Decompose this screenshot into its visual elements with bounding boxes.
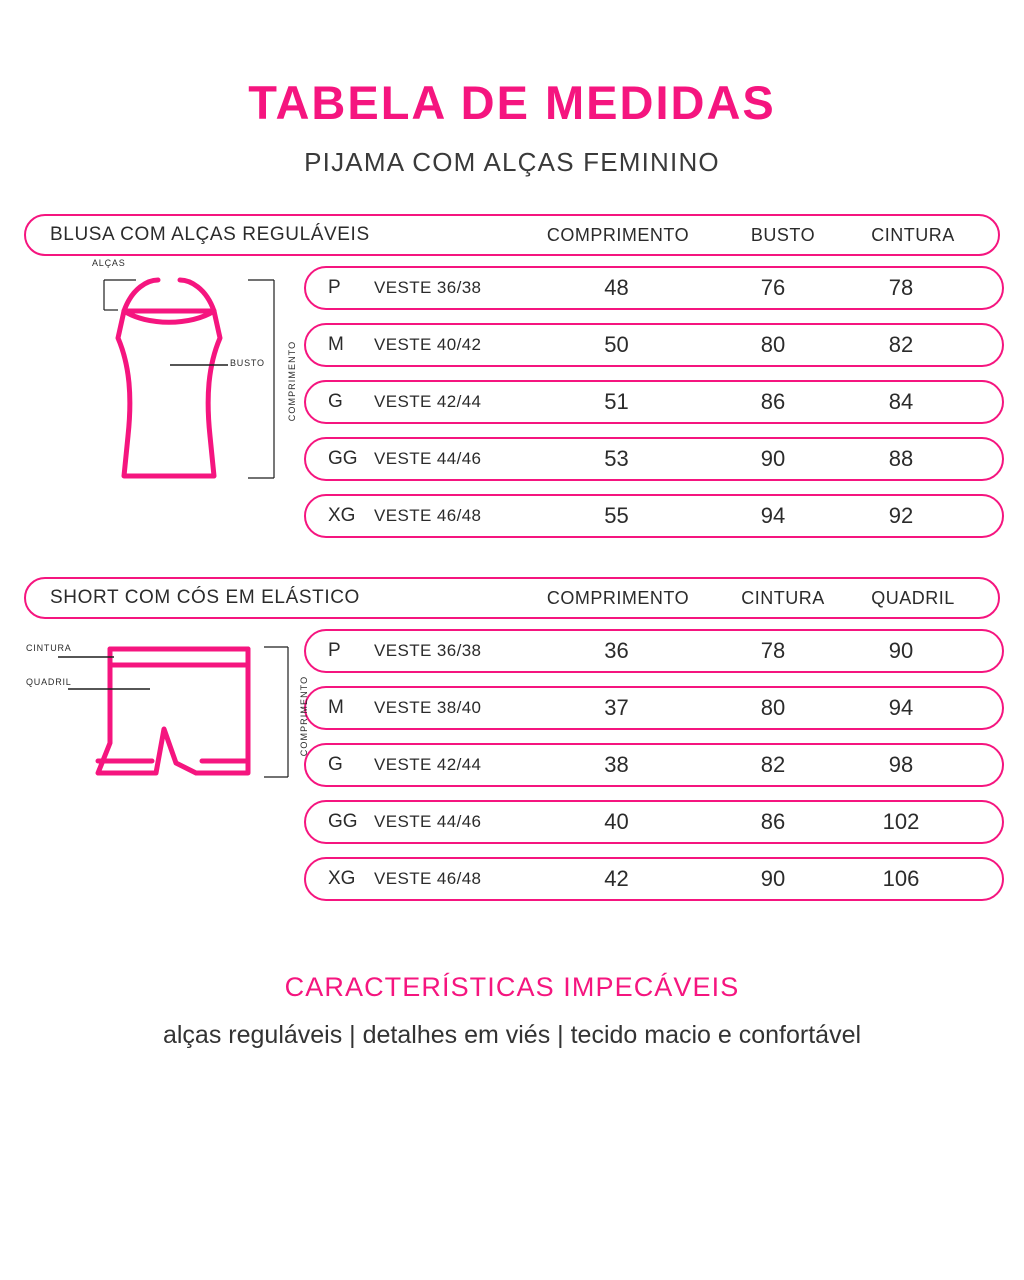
column-header-comprimento: COMPRIMENTO bbox=[546, 587, 690, 608]
row-cintura: 78 bbox=[888, 275, 914, 301]
row-quadril: 106 bbox=[882, 866, 920, 892]
row-comprimento: 40 bbox=[604, 809, 629, 835]
row-veste: VESTE 40/42 bbox=[374, 335, 482, 355]
row-busto: 86 bbox=[760, 389, 786, 415]
row-size: XG bbox=[328, 505, 356, 527]
short-rows bbox=[304, 629, 1004, 914]
column-header-quadril: QUADRIL bbox=[871, 587, 955, 608]
column-header-cintura: CINTURA bbox=[741, 587, 825, 608]
row-comprimento: 55 bbox=[604, 503, 629, 529]
row-cintura: 84 bbox=[888, 389, 914, 415]
features-title: CARACTERÍSTICAS IMPECÁVEIS bbox=[284, 972, 740, 1003]
row-veste: VESTE 44/46 bbox=[374, 449, 482, 469]
row-comprimento: 53 bbox=[604, 446, 629, 472]
row-veste: VESTE 46/48 bbox=[374, 506, 482, 526]
table-row[interactable] bbox=[304, 266, 1004, 310]
row-quadril: 94 bbox=[888, 695, 914, 721]
label-comprimento-blusa: COMPRIMENTO bbox=[287, 341, 298, 422]
blusa-rows bbox=[304, 266, 1004, 551]
tank-top-illustration bbox=[52, 258, 302, 531]
section-blusa-header bbox=[24, 214, 1000, 256]
section-blusa-column-headers bbox=[518, 225, 978, 246]
table-row[interactable] bbox=[304, 743, 1004, 787]
row-veste: VESTE 38/40 bbox=[374, 698, 482, 718]
label-alcas: ALÇAS bbox=[92, 258, 126, 269]
row-busto: 76 bbox=[760, 275, 786, 301]
row-comprimento: 50 bbox=[604, 332, 629, 358]
row-size: GG bbox=[328, 448, 358, 470]
shorts-illustration bbox=[26, 633, 310, 818]
row-quadril: 90 bbox=[888, 638, 914, 664]
row-size: P bbox=[328, 640, 341, 662]
row-comprimento: 51 bbox=[604, 389, 629, 415]
row-cintura: 88 bbox=[888, 446, 914, 472]
table-row[interactable] bbox=[304, 437, 1004, 481]
row-busto: 94 bbox=[760, 503, 786, 529]
row-size: GG bbox=[328, 811, 358, 833]
row-veste: VESTE 36/38 bbox=[374, 278, 482, 298]
row-comprimento: 36 bbox=[604, 638, 629, 664]
column-header-cintura: CINTURA bbox=[871, 224, 955, 245]
table-row[interactable] bbox=[304, 629, 1004, 673]
row-cintura: 90 bbox=[760, 866, 786, 892]
row-size: P bbox=[328, 277, 341, 299]
row-veste: VESTE 42/44 bbox=[374, 755, 482, 775]
short-graphic-column bbox=[24, 629, 310, 914]
label-busto: BUSTO bbox=[230, 358, 265, 369]
row-quadril: 98 bbox=[888, 752, 914, 778]
row-cintura: 78 bbox=[760, 638, 786, 664]
table-row[interactable] bbox=[304, 494, 1004, 538]
row-size: M bbox=[328, 334, 344, 356]
section-short-column-headers bbox=[518, 588, 978, 609]
row-busto: 80 bbox=[760, 332, 786, 358]
section-blusa-title: BLUSA COM ALÇAS REGULÁVEIS bbox=[50, 224, 370, 246]
page-footer bbox=[0, 972, 1024, 1050]
row-size: G bbox=[328, 754, 343, 776]
column-header-busto: BUSTO bbox=[750, 224, 816, 245]
row-busto: 90 bbox=[760, 446, 786, 472]
tank-top-svg bbox=[52, 266, 302, 526]
row-veste: VESTE 46/48 bbox=[374, 869, 482, 889]
label-comprimento-short: COMPRIMENTO bbox=[299, 676, 310, 757]
row-veste: VESTE 44/46 bbox=[374, 812, 482, 832]
row-veste: VESTE 42/44 bbox=[374, 392, 482, 412]
shorts-svg bbox=[52, 633, 302, 813]
section-short-body bbox=[24, 629, 1000, 914]
row-size: XG bbox=[328, 868, 356, 890]
row-size: G bbox=[328, 391, 343, 413]
section-short-header bbox=[24, 577, 1000, 619]
row-cintura: 86 bbox=[760, 809, 786, 835]
table-row[interactable] bbox=[304, 857, 1004, 901]
section-short bbox=[0, 577, 1024, 914]
row-size: M bbox=[328, 697, 344, 719]
label-cintura: CINTURA bbox=[26, 643, 72, 654]
table-row[interactable] bbox=[304, 800, 1004, 844]
row-cintura: 80 bbox=[760, 695, 786, 721]
features-list: alças reguláveis | detalhes em viés | tecido macio e confortável bbox=[162, 1021, 862, 1050]
row-veste: VESTE 36/38 bbox=[374, 641, 482, 661]
row-comprimento: 37 bbox=[604, 695, 629, 721]
row-quadril: 102 bbox=[882, 809, 920, 835]
section-blusa bbox=[0, 214, 1024, 551]
table-row[interactable] bbox=[304, 686, 1004, 730]
label-quadril: QUADRIL bbox=[26, 677, 72, 688]
row-cintura: 82 bbox=[888, 332, 914, 358]
table-row[interactable] bbox=[304, 323, 1004, 367]
section-short-title: SHORT COM CÓS EM ELÁSTICO bbox=[50, 587, 360, 609]
page-header bbox=[0, 0, 1024, 178]
column-header-comprimento: COMPRIMENTO bbox=[546, 224, 690, 245]
blusa-graphic-column bbox=[24, 258, 304, 551]
row-comprimento: 38 bbox=[604, 752, 629, 778]
page-subtitle: PIJAMA COM ALÇAS FEMININO bbox=[304, 147, 720, 178]
row-comprimento: 42 bbox=[604, 866, 629, 892]
page-title: TABELA DE MEDIDAS bbox=[248, 76, 776, 129]
section-blusa-body bbox=[24, 258, 1000, 551]
table-row[interactable] bbox=[304, 380, 1004, 424]
row-cintura: 92 bbox=[888, 503, 914, 529]
row-comprimento: 48 bbox=[604, 275, 629, 301]
row-cintura: 82 bbox=[760, 752, 786, 778]
